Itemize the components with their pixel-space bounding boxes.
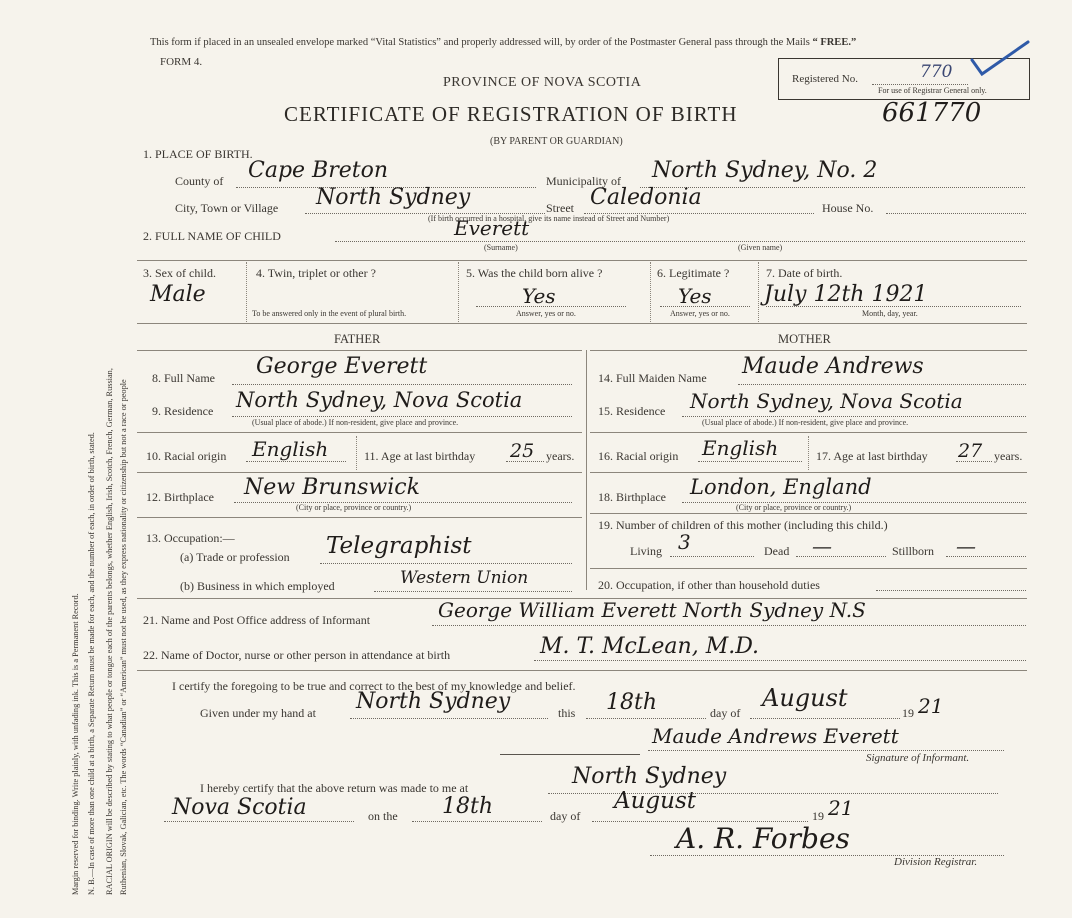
father-name-label: 8. Full Name	[152, 371, 215, 385]
mother-age-label: 17. Age at last birthday	[816, 449, 928, 463]
house-label: House No.	[822, 201, 874, 215]
legitimate-value: Yes	[678, 284, 712, 308]
registrar-signature: A. R. Forbes	[676, 822, 850, 855]
stillborn-label: Stillborn	[892, 544, 935, 558]
mother-name-label: 14. Full Maiden Name	[598, 371, 707, 385]
registrar-month: August	[614, 788, 697, 814]
father-residence: North Sydney, Nova Scotia	[236, 388, 523, 412]
street-value: Caledonia	[590, 185, 702, 210]
county-label: County of	[175, 174, 224, 188]
mother-birthplace: London, England	[690, 475, 872, 499]
father-name: George Everett	[256, 354, 428, 379]
margin-note-1: Margin reserved for binding. Write plainly, with unfading ink. This is a Permanent Record.	[71, 593, 80, 895]
mail-notice-text: This form if placed in an unsealed envelope marked “Vital Statistics” and properly addressed will, by order of the Postmaster General pass through the Mails	[150, 37, 810, 48]
registrar-day-of-label: day of	[550, 809, 581, 823]
legitimate-label: 6. Legitimate ?	[657, 266, 730, 280]
hospital-note: (If birth occurred in a hospital, give its name instead of Street and Number)	[428, 214, 670, 223]
mother-name: Maude Andrews	[742, 354, 924, 379]
business-label: (b) Business in which employed	[180, 579, 335, 593]
father-residence-label: 9. Residence	[152, 404, 214, 418]
page-title: CERTIFICATE OF REGISTRATION OF BIRTH	[284, 102, 738, 126]
child-surname: Everett	[454, 216, 530, 240]
stillborn-value: —	[956, 534, 976, 558]
municipality-value: North Sydney, No. 2	[652, 158, 878, 183]
municipality-label: Municipality of	[546, 174, 621, 188]
registrar-year-prefix: 19	[812, 809, 824, 823]
living-label: Living	[630, 544, 662, 558]
registrar-day: 18th	[442, 794, 494, 819]
given-place: North Sydney	[356, 689, 511, 714]
registrar-province: Nova Scotia	[172, 795, 307, 820]
province-heading: PROVINCE OF NOVA SCOTIA	[443, 75, 642, 90]
father-birthplace: New Brunswick	[244, 475, 420, 500]
mother-residence: North Sydney, Nova Scotia	[690, 389, 963, 413]
registrar-year: 21	[828, 796, 854, 820]
legitimate-note: Answer, yes or no.	[670, 309, 730, 318]
city-value: North Sydney	[316, 185, 471, 210]
given-year: 21	[918, 694, 944, 718]
margin-note-4: Ruthenian, Slovak, Galician, etc. The words “Canadian” or “American” must not be used, as they express nationality or citizenship but not a race or people	[119, 379, 128, 895]
father-age: 25	[510, 440, 535, 462]
registrar-statement: I hereby certify that the above return was made to me at	[200, 781, 469, 795]
check-mark-icon	[968, 38, 1032, 80]
birth-date-label: 7. Date of birth.	[766, 266, 843, 280]
given-year-prefix: 19	[902, 706, 914, 720]
father-birthplace-note: (City or place, province or country.)	[296, 503, 412, 512]
alive-note: Answer, yes or no.	[516, 309, 576, 318]
mother-occupation-label: 20. Occupation, if other than household duties	[598, 578, 820, 592]
registered-label: Registered No.	[792, 73, 858, 85]
doctor-label: 22. Name of Doctor, nurse or other person in attendance at birth	[143, 648, 451, 662]
mother-birthplace-note: (City or place, province or country.)	[736, 503, 852, 512]
sex-value: Male	[150, 282, 206, 307]
father-racial: English	[252, 437, 329, 461]
dead-value: —	[812, 534, 832, 558]
sex-label: 3. Sex of child.	[143, 266, 216, 280]
given-day-of-label: day of	[710, 706, 741, 720]
children-count-label: 19. Number of children of this mother (including this child.)	[598, 518, 888, 532]
county-value: Cape Breton	[248, 158, 389, 183]
twin-note: To be answered only in the event of plural birth.	[252, 309, 407, 318]
subtitle: (BY PARENT OR GUARDIAN)	[490, 136, 623, 147]
registered-number: 770	[920, 62, 953, 82]
birth-date-value: July 12th 1921	[764, 282, 928, 307]
mother-residence-label: 15. Residence	[598, 404, 666, 418]
father-years-label: years.	[546, 449, 575, 463]
free-label: “ FREE.”	[812, 37, 857, 48]
form-number: FORM 4.	[160, 56, 203, 68]
father-heading: FATHER	[334, 332, 381, 346]
father-age-label: 11. Age at last birthday	[364, 449, 476, 463]
given-month: August	[762, 684, 848, 712]
city-label-text: City, Town or Village	[175, 201, 279, 215]
alive-label: 5. Was the child born alive ?	[466, 266, 603, 280]
registered-note: For use of Registrar General only.	[878, 86, 987, 95]
trade-label: (a) Trade or profession	[180, 550, 290, 564]
registrar-on-label: on the	[368, 809, 398, 823]
doctor-value: M. T. McLean, M.D.	[540, 634, 760, 659]
margin-note-3: RACIAL ORIGIN will be described by stating to what people or tongue each of the parents belongs, whether English, Irish, Scotch, French, German, Russian,	[105, 368, 114, 895]
mother-heading: MOTHER	[778, 332, 831, 346]
margin-note-2: N. B.—In case of more than one child at a birth, a Separate Return must be made for each, and the number of each, in order of birth, stated.	[87, 432, 96, 895]
child-name-label: 2. FULL NAME OF CHILD	[143, 229, 281, 243]
father-occupation-label: 13. Occupation:—	[146, 531, 235, 545]
city-label	[175, 201, 278, 216]
dead-label: Dead	[764, 544, 790, 558]
mother-racial-label: 16. Racial origin	[598, 449, 679, 463]
father-birthplace-label: 12. Birthplace	[146, 490, 214, 504]
informant-signature-caption: Signature of Informant.	[866, 752, 970, 764]
registrar-caption: Division Registrar.	[894, 856, 978, 868]
mother-age: 27	[958, 440, 983, 462]
informant-signature: Maude Andrews Everett	[652, 724, 899, 748]
this-label: this	[558, 706, 576, 720]
birth-date-note: Month, day, year.	[862, 309, 918, 318]
given-day: 18th	[606, 690, 658, 715]
father-trade: Telegraphist	[326, 533, 472, 559]
certify-statement: I certify the foregoing to be true and correct to the best of my knowledge and belief.	[172, 679, 576, 693]
mother-birthplace-label: 18. Birthplace	[598, 490, 666, 504]
street-label: Street	[546, 201, 574, 215]
alive-value: Yes	[522, 284, 556, 308]
registrar-place: North Sydney	[572, 764, 727, 789]
mail-notice	[150, 37, 856, 48]
father-racial-label: 10. Racial origin	[146, 449, 227, 463]
mother-racial: English	[702, 436, 779, 460]
mother-residence-note: (Usual place of abode.) If non-resident, give place and province.	[702, 418, 909, 427]
informant-label: 21. Name and Post Office address of Informant	[143, 613, 371, 627]
surname-caption: (Surname)	[484, 243, 518, 252]
given-name-caption: (Given name)	[738, 243, 783, 252]
father-business: Western Union	[400, 568, 529, 588]
place-heading: 1. PLACE OF BIRTH.	[143, 147, 253, 161]
mother-years-label: years.	[994, 449, 1023, 463]
informant-value: George William Everett North Sydney N.S	[438, 598, 866, 622]
given-under-label: Given under my hand at	[200, 706, 316, 720]
father-residence-note: (Usual place of abode.) If non-resident, give place and province.	[252, 418, 459, 427]
living-value: 3	[678, 530, 691, 554]
certificate-number: 661770	[882, 98, 982, 128]
twin-label: 4. Twin, triplet or other ?	[256, 266, 376, 280]
